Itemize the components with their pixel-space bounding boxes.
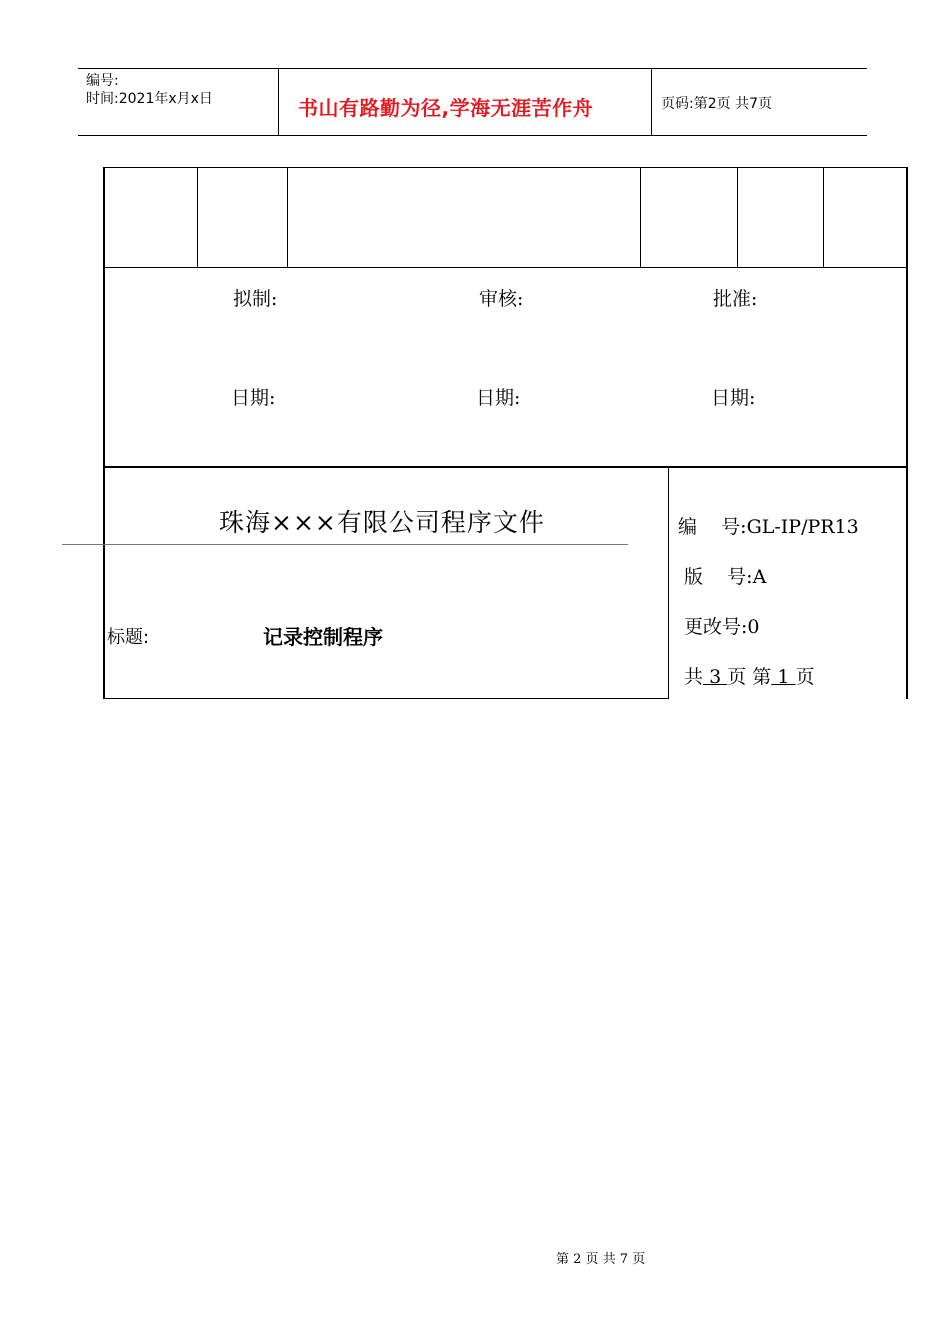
drafter-date-label: 日期:	[231, 387, 276, 409]
page-footer: 第 2 页 共 7 页	[556, 1252, 646, 1267]
total-page-word: 页	[727, 666, 747, 688]
header-number-label: 编号:	[86, 73, 119, 89]
revision-field	[684, 612, 760, 639]
version-field	[684, 562, 766, 589]
doc-number-value: GL-IP/PR13	[746, 516, 859, 538]
total-prefix: 共	[684, 666, 704, 688]
version-value: A	[752, 566, 767, 588]
header-motto: 书山有路勤为径,学海无涯苦作舟	[298, 96, 594, 120]
header-page-info: 页码:第2页 共7页	[661, 96, 772, 112]
drafter-label: 拟制:	[233, 288, 278, 310]
current-prefix: 第	[752, 666, 772, 688]
approver-label: 批准:	[713, 288, 758, 310]
company-name: 珠海×××有限公司程序文件	[219, 508, 545, 537]
revision-label: 更改号:	[684, 616, 748, 638]
reviewer-label: 审核:	[479, 288, 524, 310]
revision-value: 0	[747, 616, 760, 638]
header-time-label: 时间:2021年x月x日	[86, 91, 213, 107]
reviewer-date-label: 日期:	[476, 387, 521, 409]
title-label: 标题:	[107, 627, 150, 648]
doc-number-field	[678, 512, 859, 539]
document-title: 记录控制程序	[263, 625, 383, 649]
total-pages: 3	[709, 666, 722, 688]
divider-line	[62, 544, 628, 545]
version-label: 版 号:	[684, 566, 753, 588]
current-page: 1	[777, 666, 790, 688]
current-page-word: 页	[795, 666, 815, 688]
page-count-field	[684, 662, 814, 689]
approver-date-label: 日期:	[711, 387, 756, 409]
doc-number-label: 编 号:	[678, 516, 747, 538]
